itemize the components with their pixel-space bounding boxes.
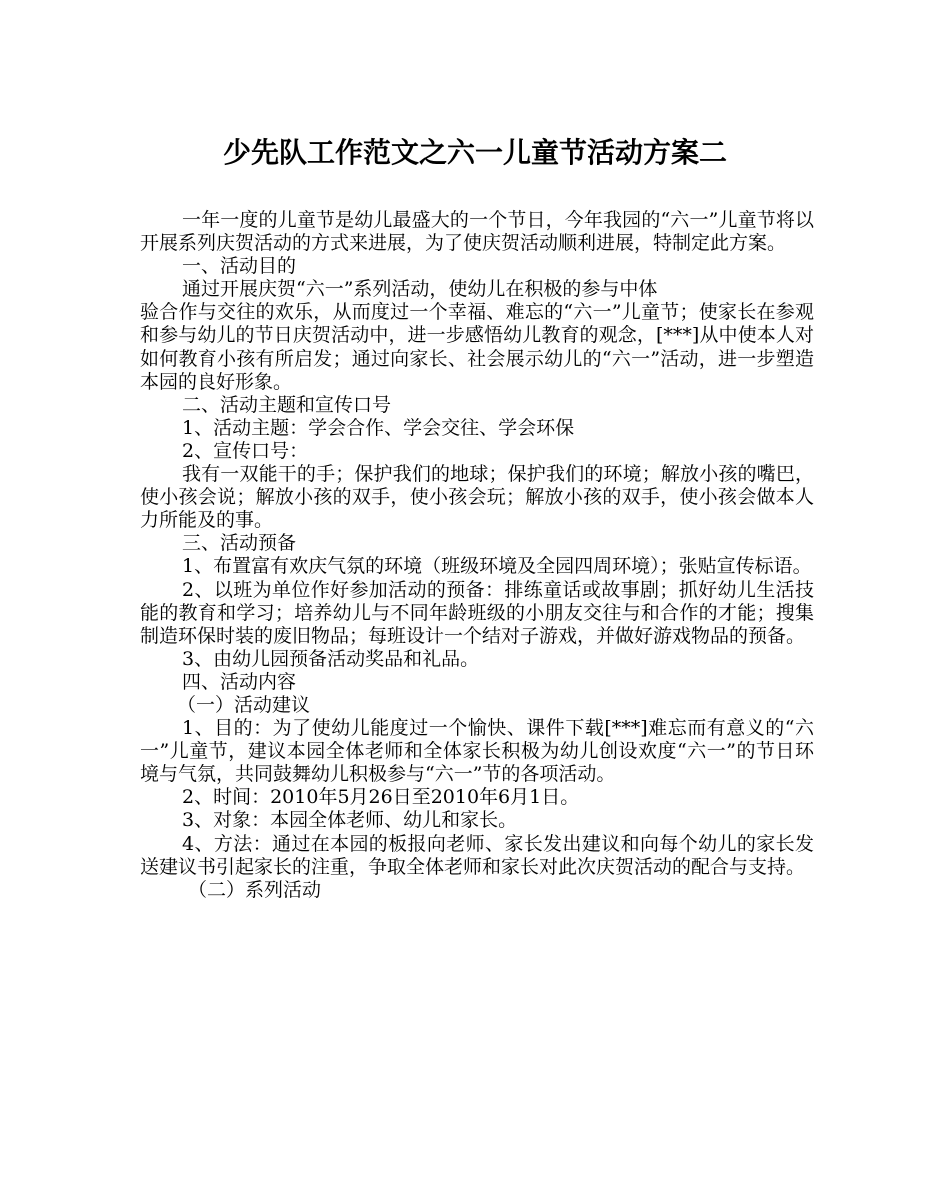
paragraph-proposal-time: 2、时间：2010年5月26日至2010年6月1日。 <box>182 786 580 809</box>
paragraph-intro: 一年一度的儿童节是幼儿最盛大的一个节日，今年我园的“六一”儿童节将以开展系列庆贺活动的方式来进展，为了使庆贺活动顺利进展，特制定此方案。 <box>140 209 814 255</box>
paragraph-prep-2: 2、以班为单位作好参加活动的预备：排练童话或故事剧；抓好幼儿生活技能的教育和学习；培养幼儿与不同年龄班级的小朋友交往与和合作的才能；搜集制造环保时装的废旧物品；每班设计一个结对子游戏，并做好游戏物品的预备。 <box>140 578 814 647</box>
heading-activity-content: 四、活动内容 <box>182 670 297 693</box>
paragraph-proposal-method: 4、方法：通过在本园的板报向老师、家长发出建议和向每个幼儿的家长发送建议书引起家长的注重，争取全体老师和家长对此次庆贺活动的配合与支持。 <box>140 832 814 878</box>
paragraph-prep-3: 3、由幼儿园预备活动奖品和礼品。 <box>182 647 480 670</box>
document-body <box>140 209 814 902</box>
heading-preparation: 三、活动预备 <box>182 532 297 555</box>
paragraph-theme: 1、活动主题：学会合作、学会交往、学会环保 <box>182 416 575 439</box>
heading-theme-slogan: 二、活动主题和宣传口号 <box>182 393 392 416</box>
paragraph-proposal-target: 3、对象：本园全体老师、幼儿和家长。 <box>182 809 518 832</box>
paragraph-purpose-body: 验合作与交往的欢乐，从而度过一个幸福、难忘的“六一”儿童节；使家长在参观和参与幼儿的节日庆贺活动中，进一步感悟幼儿教育的观念，[***]从中使本人对如何教育小孩有所启发；通过向家长、社会展示幼儿的“六一”活动，进一步塑造本园的良好形象。 <box>140 301 814 393</box>
heading-activity-purpose: 一、活动目的 <box>182 255 297 278</box>
subheading-series-activities: （二）系列活动 <box>188 878 322 901</box>
paragraph-slogan-text: 我有一双能干的手；保护我们的地球；保护我们的环境；解放小孩的嘴巴，使小孩会说；解放小孩的双手，使小孩会玩；解放小孩的双手，使小孩会做本人力所能及的事。 <box>140 463 814 532</box>
paragraph-proposal-purpose: 1、目的：为了使幼儿能度过一个愉快、课件下载[***]难忘而有意义的“六一”儿童节，建议本园全体老师和全体家长积极为幼儿创设欢度“六一”的节日环境与气氛，共同鼓舞幼儿积极参与“六一”节的各项活动。 <box>140 717 814 786</box>
paragraph-slogan-label: 2、宣传口号： <box>182 439 309 462</box>
subheading-activity-proposal: （一）活动建议 <box>177 693 311 716</box>
paragraph-purpose-line1: 通过开展庆贺“六一”系列活动，使幼儿在积极的参与中体 <box>182 278 658 301</box>
paragraph-prep-1: 1、布置富有欢庆气氛的环境（班级环境及全园四周环境）；张贴宣传标语。 <box>182 555 812 578</box>
document-title: 少先队工作范文之六一儿童节活动方案二 <box>222 136 727 169</box>
